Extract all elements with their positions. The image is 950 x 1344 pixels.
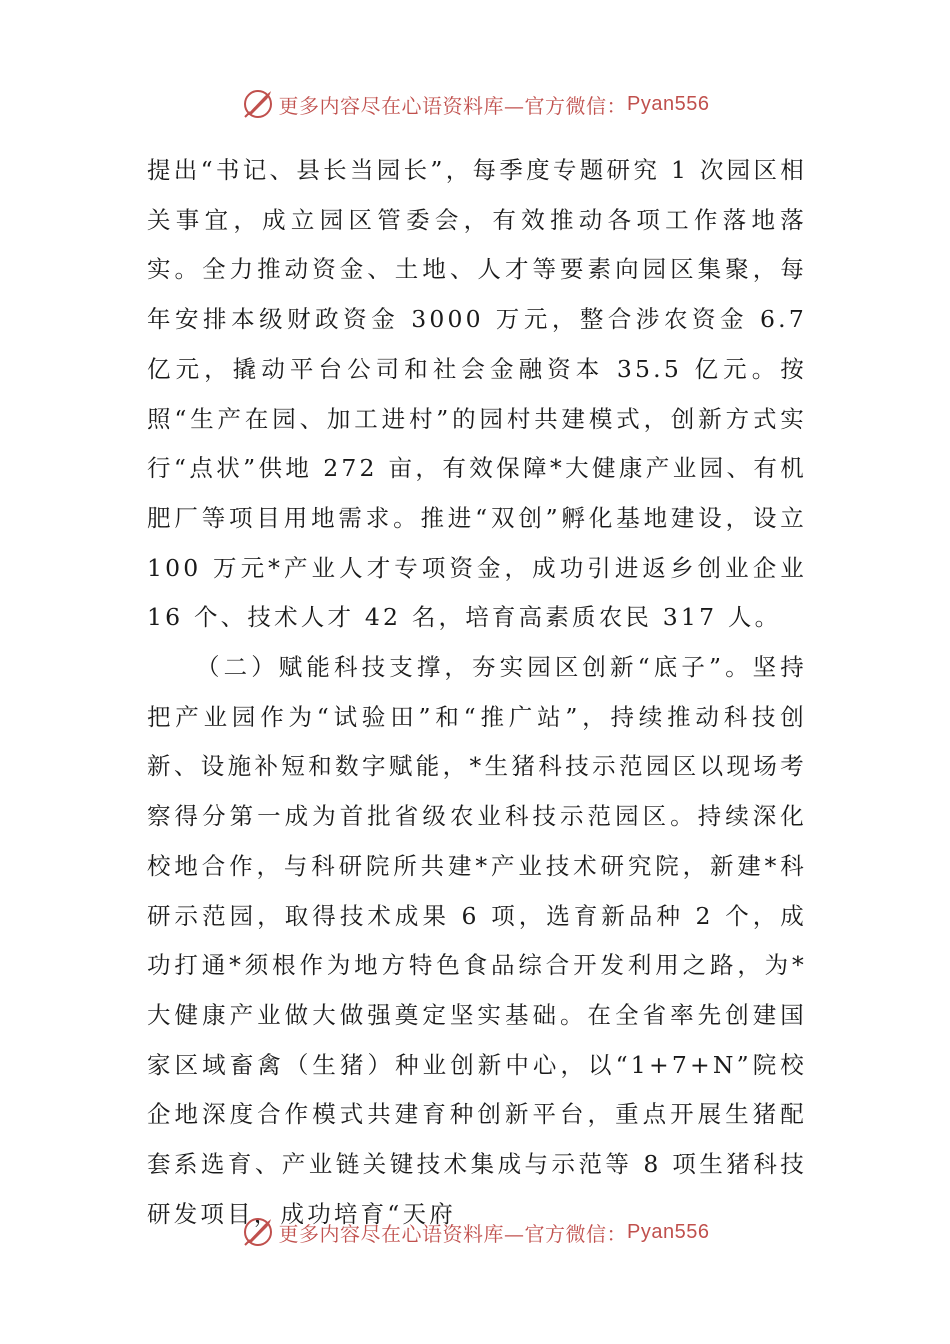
- body-paragraph: 提出“书记、县长当园长”，每季度专题研究 1 次园区相关事宜，成立园区管委会，有效推动各项工作落地落实。全力推动资金、土地、人才等要素向园区集聚，每年安排本级财政资金 3000 万元，整合涉农资金 6.7 亿元，撬动平台公司和社会金融资本 35.5 亿元。按照“生产在园、加工进村”的园村共建模式，创新方式实行“点状”供地 272 亩，有效保障*大健康产业园、有机肥厂等项目用地需求。推进“双创”孵化基地建设，设立 100 万元*产业人才专项资金，成功引进返乡创业企业 16 个、技术人才 42 名，培育高素质农民 317 人。: [147, 156, 807, 632]
- quill-pen-icon: [241, 1215, 275, 1249]
- header-watermark-banner: [0, 82, 950, 126]
- body-paragraph: （二）赋能科技支撑，夯实园区创新“底子”。坚持把产业园作为“试验田”和“推广站”，持续推动科技创新、设施补短和数字赋能，*生猪科技示范园区以现场考察得分第一成为首批省级农业科技示范园区。持续深化校地合作，与科研院所共建*产业技术研究院，新建*科研示范园，取得技术成果 6 项，选育新品种 2 个，成功打通*须根作为地方特色食品综合开发利用之路，为*大健康产业做大做强奠定坚实基础。在全省率先创建国家区域畜禽（生猪）种业创新中心，以“1+7+N”院校企地深度合作模式共建育种创新平台，重点开展生猪配套系选育、产业链关键技术集成与示范等 8 项生猪科技研发项目，成功培育“天府: [147, 653, 807, 1228]
- watermark-wechat-id: Pyan556: [627, 1220, 710, 1243]
- document-body: [147, 146, 807, 1239]
- watermark-text: 更多内容尽在心语资料库—官方微信：: [278, 93, 628, 118]
- quill-pen-icon: [241, 87, 275, 121]
- watermark-wechat-id: Pyan556: [627, 92, 710, 115]
- watermark-text: 更多内容尽在心语资料库—官方微信：: [278, 1221, 628, 1246]
- footer-watermark-banner: [0, 1210, 950, 1254]
